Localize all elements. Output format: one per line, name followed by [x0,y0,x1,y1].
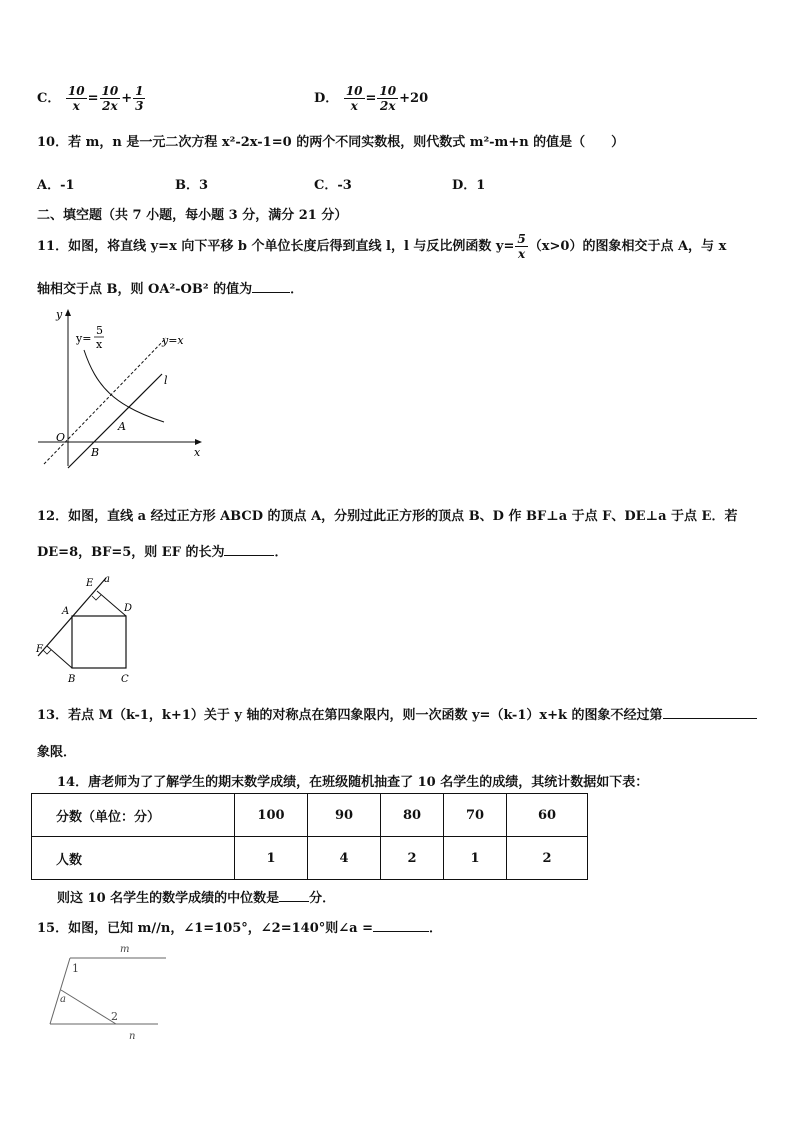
square-abcd [72,616,126,668]
q13-line1 [37,704,757,723]
label-alpha: a [60,994,66,1005]
q15-text-body: 15．如图，已知 m//n，∠1=105°，∠2=140°则∠a = [37,921,373,936]
q9-option-c [37,84,146,113]
q12-line2 [37,541,287,560]
right-angle-e [92,595,101,600]
label-e: E [86,578,94,589]
table-row [32,794,588,837]
equals-sign: = [365,91,377,106]
q11-line1 [37,232,726,261]
q11-line2 [37,278,303,297]
label-n: n [129,1031,136,1040]
q12-line1: 12．如图，直线 a 经过正方形 ABCD 的顶点 A，分别过此正方形的顶点 B、D 作 BF⊥a 于点 F、DE⊥a 于点 E．若 [37,509,738,524]
frac-num: 5 [517,232,526,246]
q13-line1-text: 13．若点 M（k-1，k+1）关于 y 轴的对称点在第四象限内，则一次函数 y=（k-1）x+k 的图象不经过第 [37,708,663,723]
q11-line2-text: 轴相交于点 B，则 OA²-OB² 的值为 [37,282,253,297]
label-a-line: a [104,574,110,585]
right-angle-f [43,650,51,654]
q9-c-frac1 [66,84,87,113]
table-header-cell: 60 [507,794,588,837]
q10-option-d: D．1 [452,178,486,193]
answer-blank[interactable] [252,292,290,293]
segment-left [50,958,70,1024]
table-header-cell: 80 [381,794,444,837]
table-cell: 人数 [32,837,235,880]
x-axis-arrow [195,439,202,445]
answer-blank[interactable] [224,555,274,556]
frac-num: 1 [135,84,144,98]
table-header-cell: 90 [308,794,381,837]
label-curve-prefix: y= [76,332,92,345]
q9-c-frac2 [100,84,121,113]
label-vertex-a: A [62,606,70,617]
q15-text [37,917,442,936]
period: ． [290,282,304,297]
frac-den: x [72,99,80,113]
q9-d-tail: +20 [399,91,429,106]
answer-blank[interactable] [663,718,757,719]
q15-figure [44,940,170,1040]
label-point-a: A [118,420,126,433]
period: ． [429,921,443,936]
q9-option-c-label: C． [37,91,61,106]
q9-d-frac1 [344,84,365,113]
label-m: m [120,944,130,955]
label-vertex-d: D [124,603,133,614]
q10-text: 10．若 m，n 是一元二次方程 x²-2x-1=0 的两个不同实数根，则代数式 m²-m+n 的值是（ ） [37,135,625,150]
period: ． [274,545,288,560]
answer-blank[interactable] [279,901,309,902]
frac-num: 10 [379,84,397,98]
table-header-cell: 分数（单位：分） [32,794,235,837]
segment-de [97,591,126,616]
q11-line1-post: （x>0）的图象相交于点 A，与 x [528,239,727,254]
plus-sign: + [121,91,133,106]
table-row [32,837,588,880]
label-vertex-c: C [121,674,129,685]
q13-line2: 象限． [37,745,77,760]
q11-graph [36,306,206,470]
label-angle-1: 1 [72,962,79,975]
table-cell: 1 [444,837,507,880]
q9-c-frac3 [133,84,145,113]
frac-den: x [517,247,526,261]
segment-diagonal [61,990,116,1024]
equals-sign: = [87,91,99,106]
frac-den: 2x [380,99,396,113]
q9-d-frac2 [377,84,398,113]
q9-option-d [314,84,428,113]
label-f: F [36,644,43,655]
table-cell: 2 [381,837,444,880]
table-header-cell: 100 [235,794,308,837]
table-cell: 2 [507,837,588,880]
line-y-equals-x [44,338,166,464]
q14-question-end: 分． [309,891,336,906]
frac-den: 3 [135,99,144,113]
q11-frac [515,232,527,261]
frac-num: 10 [101,84,119,98]
label-curve-den: x [96,338,103,351]
q10-option-a: A．-1 [37,178,75,193]
q14-intro: 14．唐老师为了了解学生的期末数学成绩，在班级随机抽查了 10 名学生的成绩，其统计数据如下表： [57,775,649,790]
score-table [31,793,588,880]
frac-den: x [350,99,358,113]
y-axis-arrow [65,309,71,316]
line-l [68,374,162,468]
frac-num: 10 [67,84,85,98]
segment-bf [47,646,72,668]
table-header-cell: 70 [444,794,507,837]
q10-option-b: B．3 [175,178,209,193]
label-origin: O [56,431,66,444]
frac-num: 10 [345,84,363,98]
label-angle-2: 2 [111,1010,118,1023]
answer-blank[interactable] [373,931,429,932]
q14-question [57,887,335,906]
label-curve-num: 5 [96,324,103,337]
q11-line1-pre: 11．如图，将直线 y=x 向下平移 b 个单位长度后得到直线 l，l 与反比例函数 y= [37,239,515,254]
section-title: 二、填空题（共 7 小题，每小题 3 分，满分 21 分） [37,208,348,223]
label-x-axis: x [194,446,201,459]
table-cell: 1 [235,837,308,880]
label-point-b: B [91,446,100,459]
q12-line2-text: DE=8，BF=5，则 EF 的长为 [37,545,225,560]
label-line-l: l [164,374,168,387]
q12-figure [34,570,144,686]
frac-den: 2x [102,99,118,113]
label-line-yx: y=x [162,334,184,347]
table-cell: 4 [308,837,381,880]
label-vertex-b: B [68,674,76,685]
q9-option-d-label: D． [314,91,339,106]
q14-question-text: 则这 10 名学生的数学成绩的中位数是 [57,891,280,906]
q10-option-c: C．-3 [314,178,352,193]
label-y-axis: y [56,308,63,321]
